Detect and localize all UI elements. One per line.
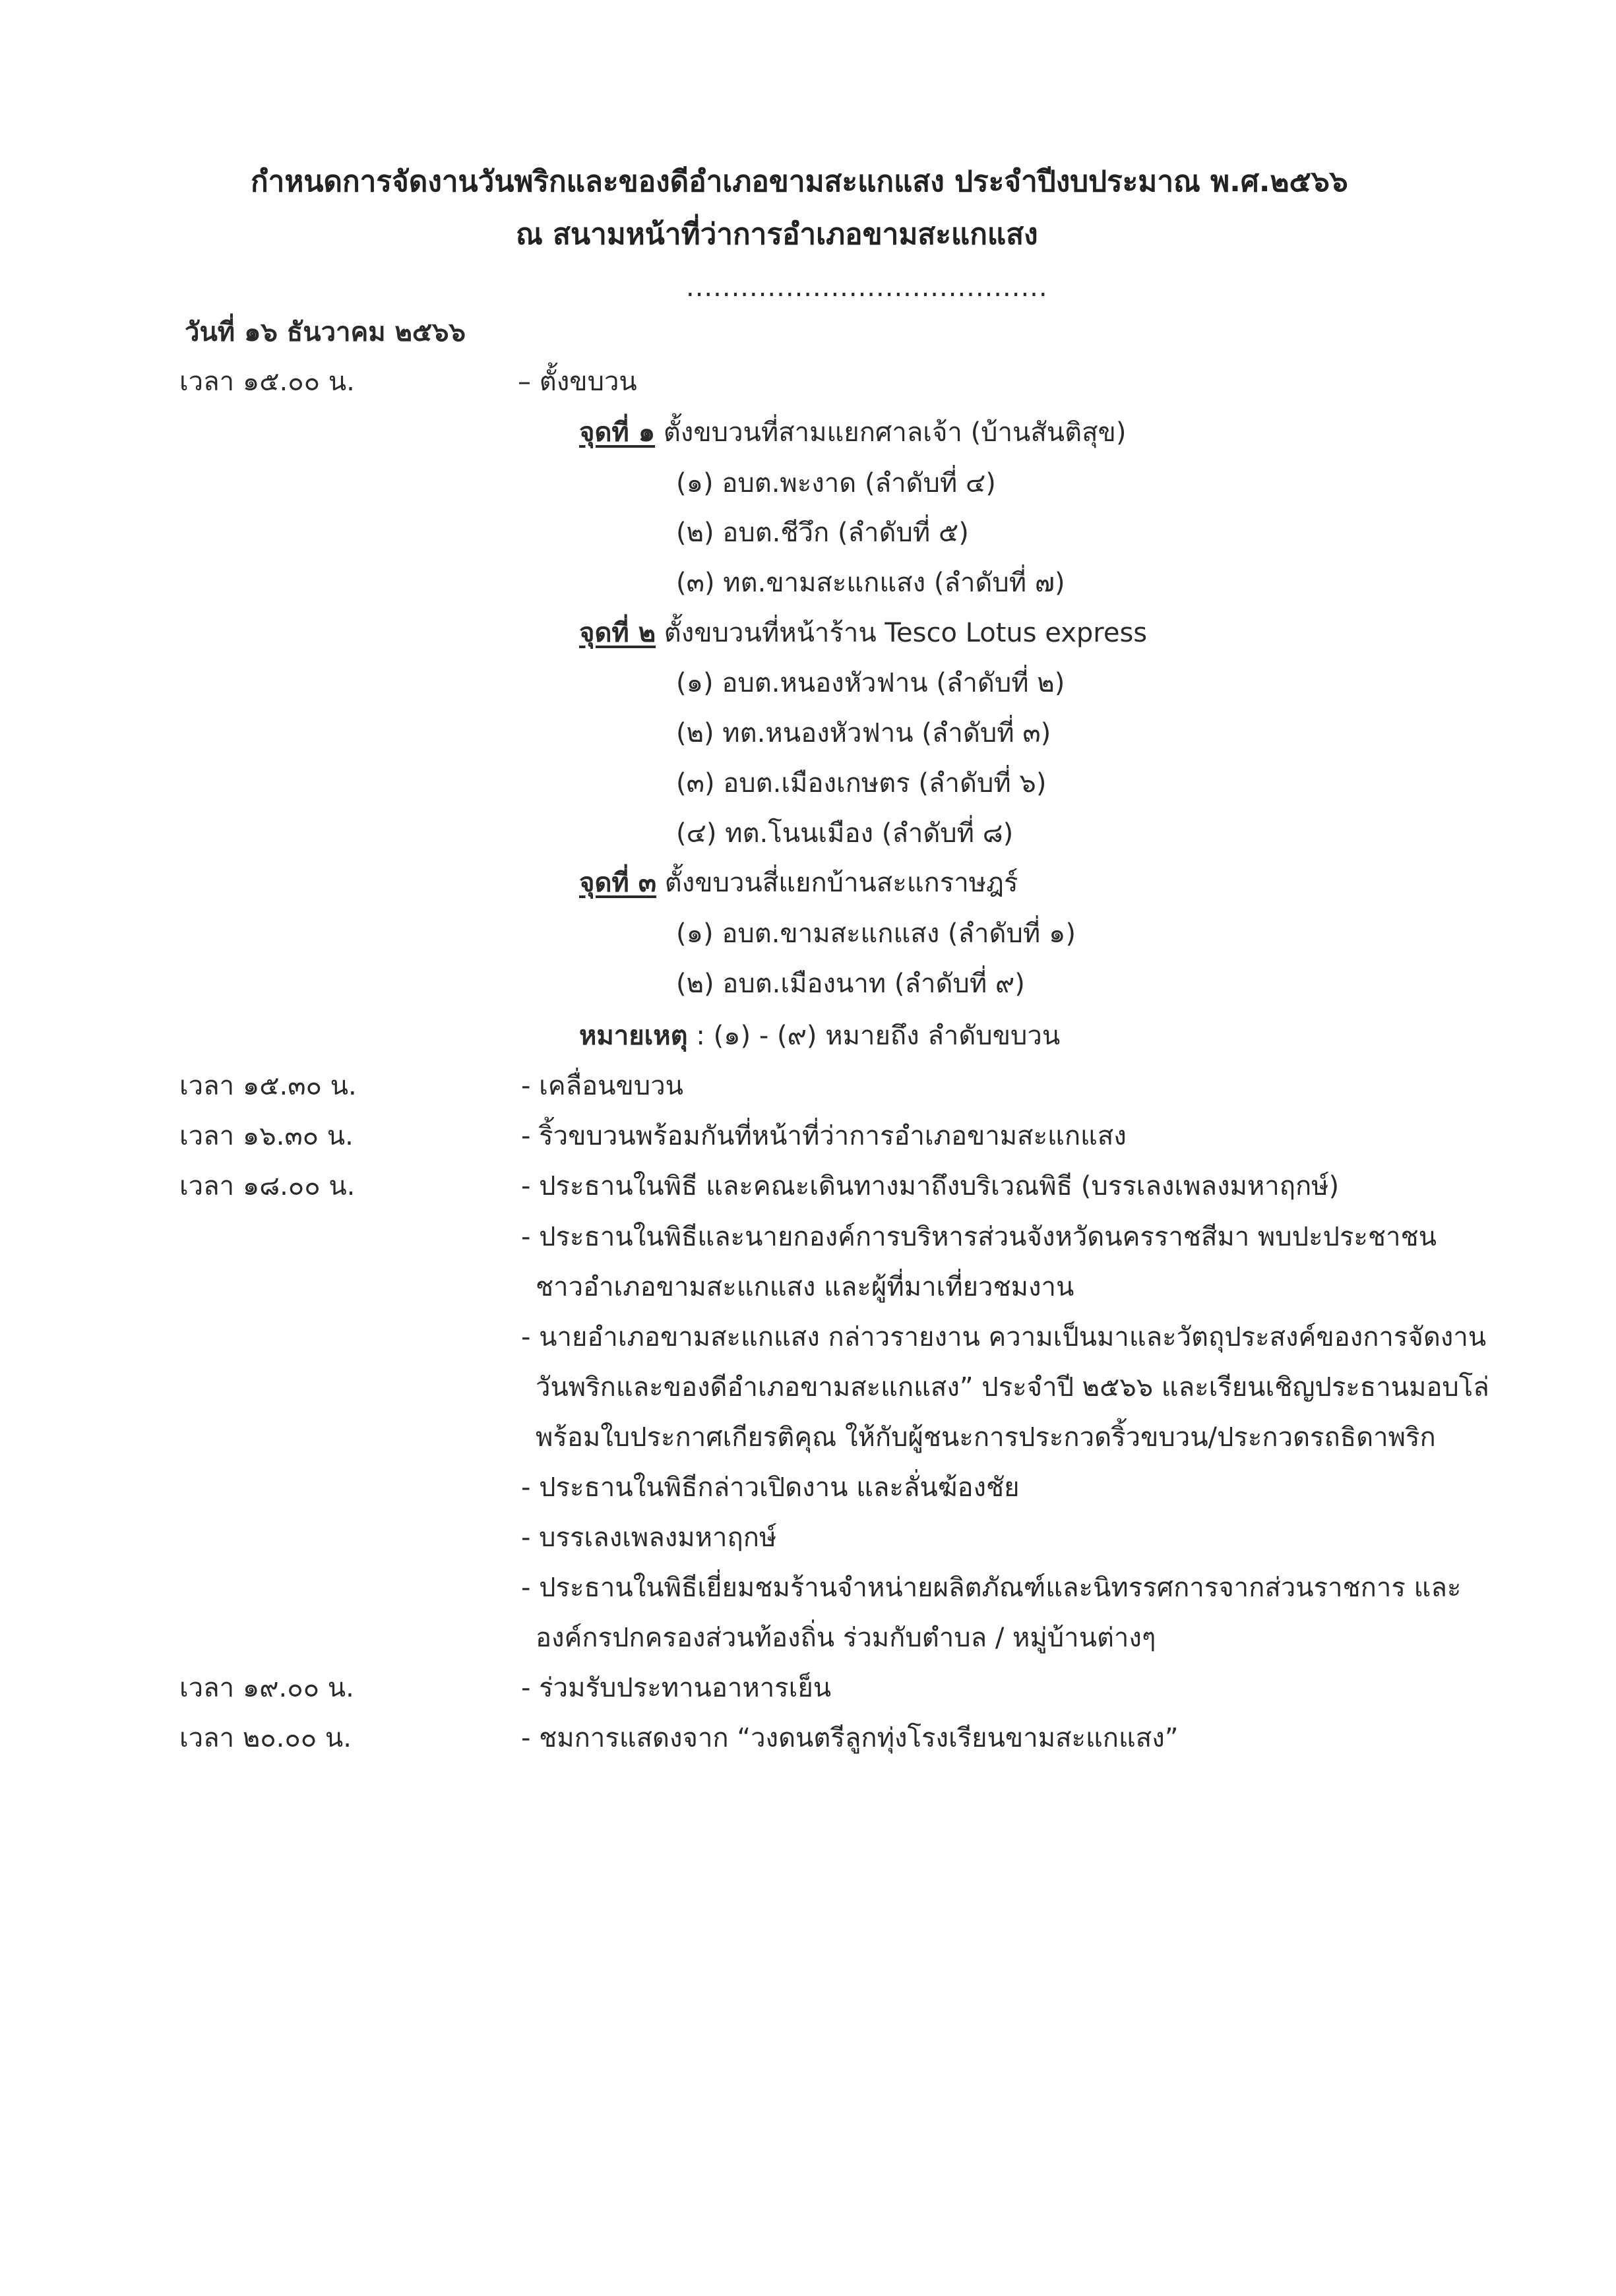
time-2000-desc: - ชมการแสดงจาก “วงดนตรีลูกทุ่งโรงเรียนขามสะแกแสง” (521, 1723, 1179, 1753)
point-1-text: ตั้งขบวนที่สามแยกศาลเจ้า (บ้านสันติสุข) (663, 417, 1127, 448)
time-1800-line: - บรรเลงเพลงมหาฤกษ์ (521, 1523, 777, 1553)
document-title-line-2: ณ สนามหน้าที่ว่าการอำเภอขามสะแกแสง (516, 218, 1038, 251)
list-item: (๓) อบต.เมืองเกษตร (ลำดับที่ ๖) (676, 768, 1047, 799)
point-2-label: จุดที่ ๒ (579, 618, 656, 648)
note (579, 1019, 1060, 1053)
time-1800-line: - ประธานในพิธีและนายกองค์การบริหารส่วนจังหวัดนครราชสีมา พบปะประชาชน (521, 1222, 1437, 1252)
point-3 (579, 866, 1018, 900)
time-2000: เวลา ๒๐.๐๐ น. (179, 1723, 352, 1753)
time-1900-desc: - ร่วมรับประทานอาหารเย็น (521, 1673, 832, 1703)
list-item: (๒) ทต.หนองหัวฟาน (ลำดับที่ ๓) (676, 718, 1051, 748)
time-1800-line: องค์กรปกครองส่วนท้องถิ่น ร่วมกับตำบล / หมู่บ้านต่างๆ (536, 1623, 1156, 1653)
list-item: (๒) อบต.เมืองนาท (ลำดับที่ ๙) (676, 969, 1025, 999)
list-item: (๓) ทต.ขามสะแกแสง (ลำดับที่ ๗) (676, 568, 1065, 598)
time-1800-line: - นายอำเภอขามสะแกแสง กล่าวรายงาน ความเป็นมาและวัตถุประสงค์ของการจัดงาน (521, 1322, 1487, 1352)
time-1800-line: วันพริกและของดีอำเภอขามสะแกแสง” ประจำปี ๒๕๖๖ และเรียนเชิญประธานมอบโล่ (536, 1372, 1489, 1403)
list-item: (๑) อบต.พะงาด (ลำดับที่ ๔) (676, 468, 996, 498)
time-1800: เวลา ๑๘.๐๐ น. (179, 1171, 356, 1201)
note-label: หมายเหตุ (579, 1021, 688, 1051)
time-1530-desc: - เคลื่อนขบวน (521, 1071, 683, 1101)
point-2 (579, 616, 1147, 650)
document-title-line-1: กำหนดการจัดงานวันพริกและของดีอำเภอขามสะแกแสง ประจำปีงบประมาณ พ.ศ.๒๕๖๖ (251, 165, 1348, 198)
time-1800-line: พร้อมใบประกาศเกียรติคุณ ให้กับผู้ชนะการประกวดริ้วขบวน/ประกวดรถธิดาพริก (536, 1422, 1436, 1453)
time-1630: เวลา ๑๖.๓๐ น. (179, 1121, 354, 1151)
time-1630-desc: - ริ้วขบวนพร้อมกันที่หน้าที่ว่าการอำเภอขามสะแกแสง (521, 1121, 1127, 1151)
time-1530: เวลา ๑๕.๓๐ น. (179, 1071, 357, 1101)
event-date: วันที่ ๑๖ ธันวาคม ๒๕๖๖ (185, 317, 466, 347)
title-dotted-separator: ........................................ (686, 272, 1048, 303)
time-1900: เวลา ๑๙.๐๐ น. (179, 1673, 354, 1703)
time-1800-line: - ประธานในพิธี และคณะเดินทางมาถึงบริเวณพิธี (บรรเลงเพลงมหาฤกษ์) (521, 1171, 1340, 1201)
list-item: (๑) อบต.ขามสะแกแสง (ลำดับที่ ๑) (676, 919, 1076, 949)
time-1800-line: - ประธานในพิธีเยี่ยมชมร้านจำหน่ายผลิตภัณฑ์และนิทรรศการจากส่วนราชการ และ (521, 1573, 1462, 1603)
point-1 (579, 415, 1126, 450)
list-item: (๔) ทต.โนนเมือง (ลำดับที่ ๘) (676, 818, 1014, 849)
list-item: (๑) อบต.หนองหัวฟาน (ลำดับที่ ๒) (676, 668, 1065, 698)
time-1800-line: ชาวอำเภอขามสะแกแสง และผู้ที่มาเที่ยวชมงาน (536, 1272, 1074, 1302)
time-1800-line: - ประธานในพิธีกล่าวเปิดงาน และลั่นฆ้องชัย (521, 1472, 1020, 1503)
point-3-label: จุดที่ ๓ (579, 868, 657, 898)
note-text: : (๑) - (๙) หมายถึง ลำดับขบวน (687, 1021, 1061, 1051)
point-2-text: ตั้งขบวนที่หน้าร้าน Tesco Lotus express (664, 618, 1148, 648)
list-item: (๒) อบต.ชีวึก (ลำดับที่ ๕) (676, 518, 969, 548)
point-1-label: จุดที่ ๑ (579, 417, 656, 448)
time-1500: เวลา ๑๕.๐๐ น. (179, 367, 355, 397)
point-3-text: ตั้งขบวนสี่แยกบ้านสะแกราษฎร์ (664, 868, 1018, 898)
time-1500-desc: – ตั้งขบวน (518, 367, 637, 397)
